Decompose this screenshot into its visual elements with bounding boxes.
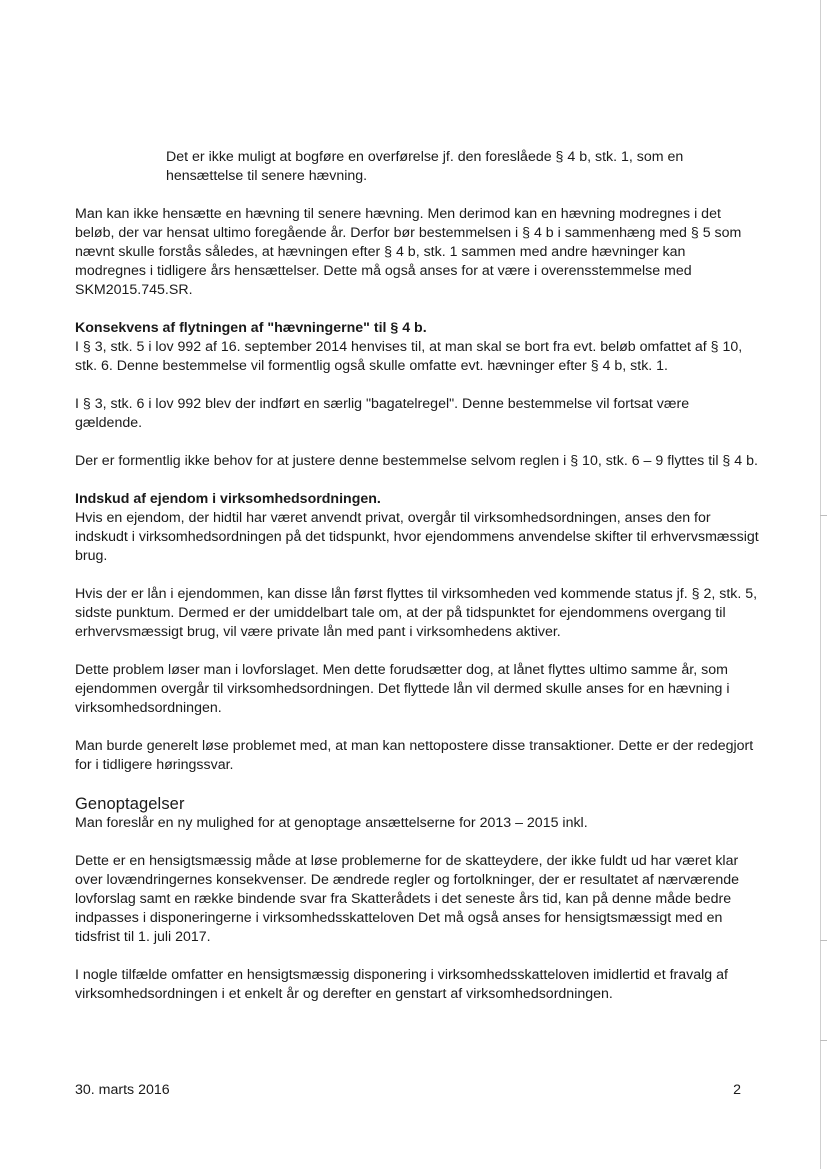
- paragraph-11: I nogle tilfælde omfatter en hensigtsmæssig disponering i virksomhedsskatteloven imidlertid et fravalg af virksomhedsordningen i et enkelt år og derefter en genstart af virksomhedsordningen.: [75, 967, 728, 1002]
- scan-edge-tick: [820, 940, 827, 941]
- page-number: 2: [733, 1082, 741, 1098]
- paragraph-1: Man kan ikke hensætte en hævning til senere hævning. Men derimod kan en hævning modregnes i det beløb, der var hensat ultimo foregående år. Derfor bør bestemmelsen i § 4 b i sammenhæng med § 5 som nævnt skulle forstås således, at hævningen efter § 4 b, stk. 1 sammen med andre hævninger kan modregnes i tidligere års hensættelser. Dette må også anses for at være i overensstemmelse med SKM2015.745.SR.: [75, 206, 742, 298]
- paragraph-9: Man foreslår en ny mulighed for at genoptage ansættelserne for 2013 – 2015 inkl.: [75, 815, 588, 831]
- scan-edge-tick: [820, 1040, 827, 1041]
- scan-edge-line: [820, 0, 821, 1169]
- paragraph-8: Man burde generelt løse problemet med, at man kan nettopostere disse transaktioner. Dette er der redegjort for i tidligere høringssvar.: [75, 738, 754, 773]
- page-footer: [75, 1081, 741, 1100]
- heading-reopening: Genoptagelser: [75, 795, 185, 813]
- indented-quote: Det er ikke muligt at bogføre en overførelse jf. den foreslåede § 4 b, stk. 1, som en hensættelse til senere hævning.: [166, 149, 684, 184]
- heading-property-contribution: Indskud af ejendom i virksomhedsordningen.: [75, 491, 381, 507]
- body-content: [75, 205, 760, 1023]
- paragraph-4: Der er formentlig ikke behov for at justere denne bestemmelse selvom reglen i § 10, stk. 6 – 9 flyttes til § 4 b.: [75, 453, 758, 469]
- paragraph-10: Dette er en hensigtsmæssig måde at løse problemerne for de skatteydere, der ikke fuldt ud har været klar over lovændringernes konsekvenser. De ændrede regler og fortolkninger, der er resultatet af nærværende lovforslag samt en række bindende svar fra Skatterådets i det seneste års tid, kan på denne måde bedre indpasses i disponeringerne i virksomhedsskatteloven Det må også anses for hensigtsmæssigt med en tidsfrist til 1. juli 2017.: [75, 853, 740, 945]
- scan-edge-tick: [820, 515, 827, 516]
- indented-quote-block: [166, 148, 758, 186]
- heading-consequence: Konsekvens af flytningen af "hævningerne" til § 4 b.: [75, 320, 427, 336]
- footer-date: 30. marts 2016: [75, 1082, 170, 1098]
- paragraph-5: Hvis en ejendom, der hidtil har været anvendt privat, overgår til virksomhedsordningen, anses den for indskudt i virksomhedsordningen på det tidspunkt, hvor ejendommens anvendelse skifter til erhvervsmæssigt brug.: [75, 510, 759, 564]
- paragraph-2: I § 3, stk. 5 i lov 992 af 16. september 2014 henvises til, at man skal se bort fra evt. beløb omfattet af § 10, stk. 6. Denne bestemmelse vil formentlig også skulle omfatte evt. hævninger efter § 4 b, stk. 1.: [75, 339, 743, 374]
- paragraph-3: I § 3, stk. 6 i lov 992 blev der indført en særlig "bagatelregel". Denne bestemmelse vil fortsat være gældende.: [75, 396, 690, 431]
- paragraph-6: Hvis der er lån i ejendommen, kan disse lån først flyttes til virksomheden ved kommende status jf. § 2, stk. 5, sidste punktum. Dermed er der umiddelbart tale om, at der på tidspunktet for ejendommens overgang til erhvervsmæssigt brug, vil være private lån med pant i virksomhedens aktiver.: [75, 586, 758, 640]
- paragraph-7: Dette problem løser man i lovforslaget. Men dette forudsætter dog, at lånet flyttes ultimo samme år, som ejendommen overgår til virksomhedsordningen. Det flyttede lån vil dermed skulle anses for en hævning i virksomhedsordningen.: [75, 662, 730, 716]
